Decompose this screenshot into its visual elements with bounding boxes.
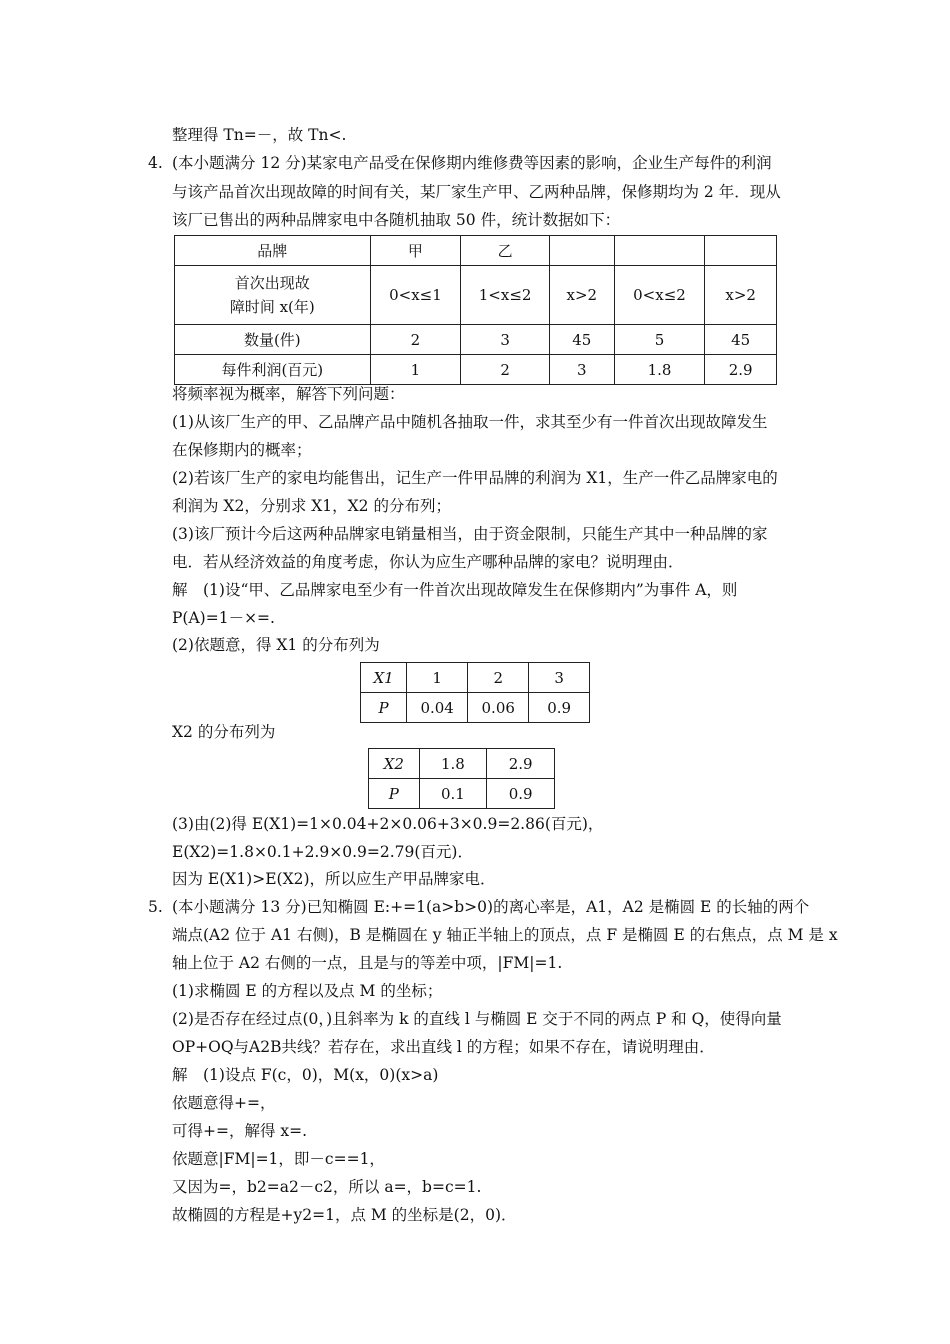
table-cell: 0.9 [529,693,590,723]
text-line: 电．若从经济效益的角度考虑，你认为应生产哪种品牌的家电？说明理由． [172,553,684,571]
distribution-table-x1 [360,662,590,723]
table-cell: P [361,693,407,723]
text-line: 依题意|FM|=1，即－c==1， [172,1150,385,1168]
table-cell: 品牌 [175,236,371,266]
table-cell [549,236,614,266]
text-line: 依题意得+=， [172,1094,276,1112]
table-cell: 0.04 [407,693,468,723]
table-cell: 0.9 [487,779,555,809]
text-line: (1)从该厂生产的甲、乙品牌产品中随机各抽取一件，求其至少有一件首次出现故障发生 [172,413,768,431]
text-line: 轴上位于 A2 右侧的一点，且是与的等差中项，|FM|=1. [172,954,563,972]
table-cell: 45 [549,325,614,355]
statistics-table [174,235,777,385]
table-cell: 5 [614,325,705,355]
text-line: X2 的分布列为 [172,723,276,741]
table-cell: 1 [407,663,468,693]
text-line: 因为 E(X1)>E(X2)，所以应生产甲品牌家电． [172,870,496,888]
text-line: 与该产品首次出现故障的时间有关，某厂家生产甲、乙两种品牌，保修期均为 2 年．现从 [172,183,781,201]
table-cell: 2.9 [487,749,555,779]
table-cell: P [369,779,420,809]
table-cell: 1 [370,355,461,385]
table-cell: 0.06 [468,693,529,723]
text-line: E(X2)=1.8×0.1+2.9×0.9=2.79(百元)． [172,843,473,861]
text-line: 又因为=，b2=a2－c2，所以 a=，b=c=1. [172,1178,482,1196]
text-line: (2)若该厂生产的家电均能售出，记生产一件甲品牌的利润为 X1，生产一件乙品牌家电的 [172,469,778,487]
text-line: (3)该厂预计今后这两种品牌家电销量相当，由于资金限制，只能生产其中一种品牌的家 [172,525,768,543]
question-number: 4. [148,154,163,172]
text-line: 解 (1)设点 F(c，0)，M(x，0)(x>a) [172,1066,439,1084]
table-cell: 45 [705,325,777,355]
table-cell: X2 [369,749,420,779]
table-cell: 数量(件) [175,325,371,355]
text-line: OP+OQ与A2B共线？若存在，求出直线 l 的方程；如果不存在，请说明理由． [172,1038,715,1056]
table-cell: 1<x≤2 [461,266,550,325]
cell-text: 首次出现故 [234,274,310,292]
text-line: (2)是否存在经过点(0，)且斜率为 k 的直线 l 与椭圆 E 交于不同的两点 P 和 Q，使得向量 [172,1010,782,1028]
table-cell: 甲 [370,236,461,266]
table-cell: X1 [361,663,407,693]
table-cell: 2 [370,325,461,355]
text-line: 可得+=，解得 x=. [172,1122,308,1140]
text-line: 将频率视为概率，解答下列问题： [172,385,405,403]
table-cell: 2.9 [705,355,777,385]
text-line: 整理得 Tn=－，故 Tn<. [172,126,347,144]
table-cell: 1.8 [614,355,705,385]
table-cell [614,236,705,266]
table-cell: 3 [549,355,614,385]
text-line: 该厂已售出的两种品牌家电中各随机抽取 50 件，统计数据如下： [172,211,621,229]
table-cell: 每件利润(百元) [175,355,371,385]
text-line: 端点(A2 位于 A1 右侧)，B 是椭圆在 y 轴正半轴上的顶点，点 F 是椭圆 E 的右焦点，点 M 是 x [172,926,838,944]
table-cell: 0.1 [419,779,487,809]
table-cell [705,236,777,266]
table-cell: x>2 [705,266,777,325]
text-line: P(A)=1－×=. [172,609,275,627]
table-cell: 0<x≤1 [370,266,461,325]
text-line: 在保修期内的概率； [172,441,312,459]
table-cell: 1.8 [419,749,487,779]
cell-text: 障时间 x(年) [229,298,315,316]
text-line: (本小题满分 13 分)已知椭圆 E:+=1(a>b>0)的离心率是，A1，A2 是椭圆 E 的长轴的两个 [172,898,810,916]
question-number: 5. [148,898,163,916]
table-cell: 3 [529,663,590,693]
distribution-table-x2 [368,748,555,809]
table-cell: x>2 [549,266,614,325]
text-line: 故椭圆的方程是+y2=1，点 M 的坐标是(2，0)． [172,1206,517,1224]
table-cell: 2 [468,663,529,693]
text-line: (本小题满分 12 分)某家电产品受在保修期内维修费等因素的影响，企业生产每件的利润 [172,154,772,172]
text-line: (2)依题意，得 X1 的分布列为 [172,636,380,654]
text-line: (1)求椭圆 E 的方程以及点 M 的坐标； [172,982,443,1000]
table-cell [175,266,371,325]
table-cell: 乙 [461,236,550,266]
text-line: 解 (1)设“甲、乙品牌家电至少有一件首次出现故障发生在保修期内”为事件 A，则 [172,581,738,599]
table-cell: 3 [461,325,550,355]
table-cell: 0<x≤2 [614,266,705,325]
text-line: 利润为 X2，分别求 X1，X2 的分布列； [172,497,451,515]
table-cell: 2 [461,355,550,385]
text-line: (3)由(2)得 E(X1)=1×0.04+2×0.06+3×0.9=2.86(百元)， [172,815,604,833]
